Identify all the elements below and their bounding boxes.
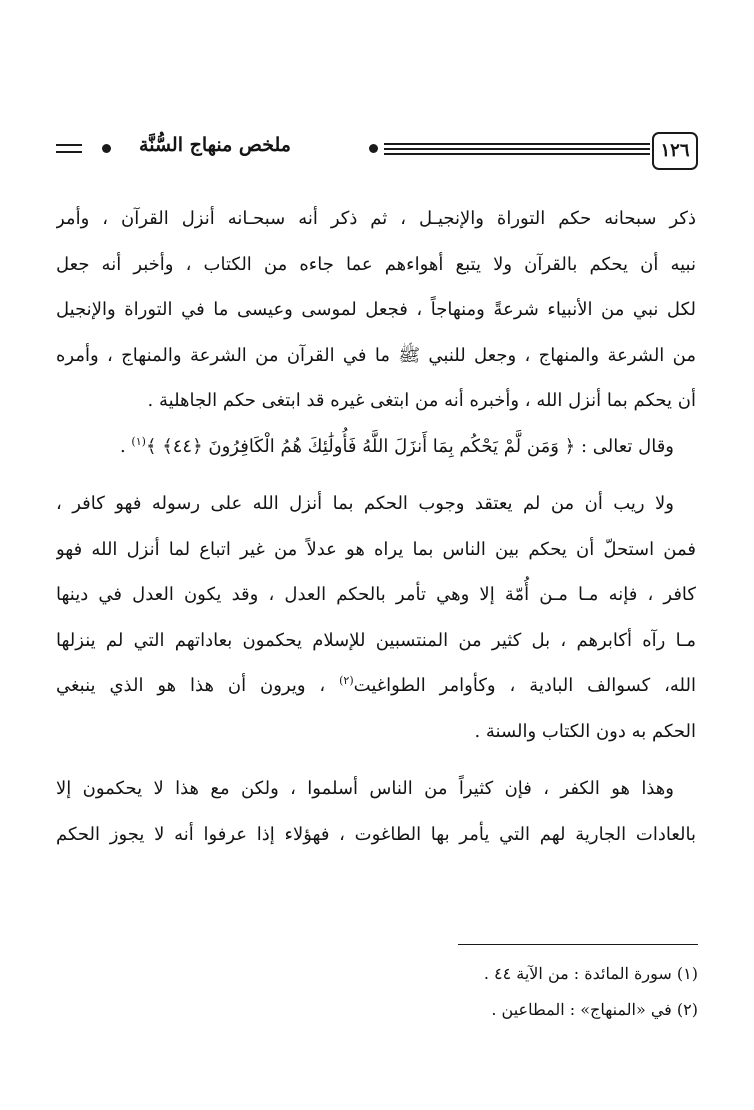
verse-open-bracket: ﴿ bbox=[564, 435, 576, 457]
paragraph-1 bbox=[56, 196, 696, 424]
footnotes bbox=[58, 956, 698, 1028]
running-title: ملخص منهاج السُّنَّة bbox=[139, 134, 291, 156]
header-rule bbox=[384, 143, 650, 145]
text-line: بالعادات الجارية لهم التي يأمر بها الطاغوت ، فهؤلاء إذا عرفوا أنه لا يجوز الحكم bbox=[56, 823, 696, 845]
text-line: مـا رآه أكابرهم ، بل كثير من المنتسبين للإسلام يحكمون بعاداتهم التي لم ينزلها bbox=[56, 629, 696, 651]
page-number: ١٢٦ bbox=[652, 132, 698, 170]
header-short-rule bbox=[56, 144, 82, 146]
text-line: أن يحكم بما أنزل الله ، وأخبره أنه من ابتغى غيره قد ابتغى حكم الجاهلية . bbox=[147, 390, 696, 411]
text-line: ذكر سبحانه حكم التوراة والإنجيـل ، ثم ذكر أنه سبحـانه أنزل القرآن ، وأمر bbox=[56, 208, 696, 229]
verse-text: وَمَن لَّمْ يَحْكُم بِمَا أَنزَلَ اللَّهُ فَأُولَٰئِكَ هُمُ الْكَافِرُونَ bbox=[208, 435, 559, 457]
text-line: كافر ، فإنه مـا مـن أُمّة إلا وهي تأمر بالحكم العدل ، وقد يكون العدل في دينها bbox=[56, 584, 696, 605]
header-dot-ornament bbox=[369, 144, 378, 153]
text-line: من الشرعة والمنهاج ، وجعل للنبي ﷺ ما في القرآن من الشرعة والمنهاج ، وأمره bbox=[56, 344, 696, 366]
text-line: وهذا هو الكفر ، فإن كثيراً من الناس أسلموا ، ولكن مع هذا لا يحكمون إلا bbox=[56, 778, 674, 799]
header-short-rule bbox=[56, 151, 82, 153]
text-line bbox=[56, 663, 696, 709]
paragraph-3 bbox=[56, 766, 696, 857]
verse-end-stop: . bbox=[119, 435, 126, 457]
text-segment: الله، كسوالف البادية ، وكأوامر الطواغيت bbox=[353, 675, 696, 696]
header-rule bbox=[384, 148, 650, 150]
header-rule bbox=[384, 153, 650, 155]
footnote-reference: (٢) bbox=[339, 674, 354, 687]
paragraph-gap bbox=[56, 469, 696, 481]
footnote: (٢) في «المنهاج» : المطاعين . bbox=[491, 1000, 698, 1019]
header-dot-ornament bbox=[102, 144, 111, 153]
verse-number-ornament: ﴿٤٤﴾ bbox=[162, 435, 203, 457]
text-segment: ، ويرون أن هذا هو الذي ينبغي bbox=[56, 675, 326, 696]
main-text bbox=[56, 196, 696, 857]
text-line: الحكم به دون الكتاب والسنة . bbox=[474, 720, 696, 742]
text-line: لكل نبي من الأنبياء شرعةً ومنهاجاً ، فجعل لموسى وعيسى ما في التوراة والإنجيل bbox=[56, 299, 696, 320]
page-header bbox=[56, 132, 698, 176]
footnote-separator bbox=[458, 944, 698, 945]
footnote: (١) سورة المائدة : من الآية ٤٤ . bbox=[483, 964, 698, 983]
verse-intro: وقال تعالى : bbox=[580, 435, 674, 457]
footnote-reference: (١) bbox=[131, 434, 146, 448]
text-line: ولا ريب أن من لم يعتقد وجوب الحكم بما أنزل الله على رسوله فهو كافر ، bbox=[56, 493, 674, 514]
text-line: فمن استحلّ أن يحكم بين الناس بما يراه هو عدلاً من غير اتباع لما أنزل الله فهو bbox=[56, 538, 696, 560]
paragraph-gap bbox=[56, 754, 696, 766]
verse-close-bracket: ﴾ bbox=[145, 435, 157, 457]
verse-quotation bbox=[56, 424, 696, 470]
text-line: نبيه أن يحكم بالقرآن ولا يتبع أهواءهم عما جاءه من الكتاب ، وأخبر أنه جعل bbox=[56, 253, 696, 275]
paragraph-2 bbox=[56, 481, 696, 754]
